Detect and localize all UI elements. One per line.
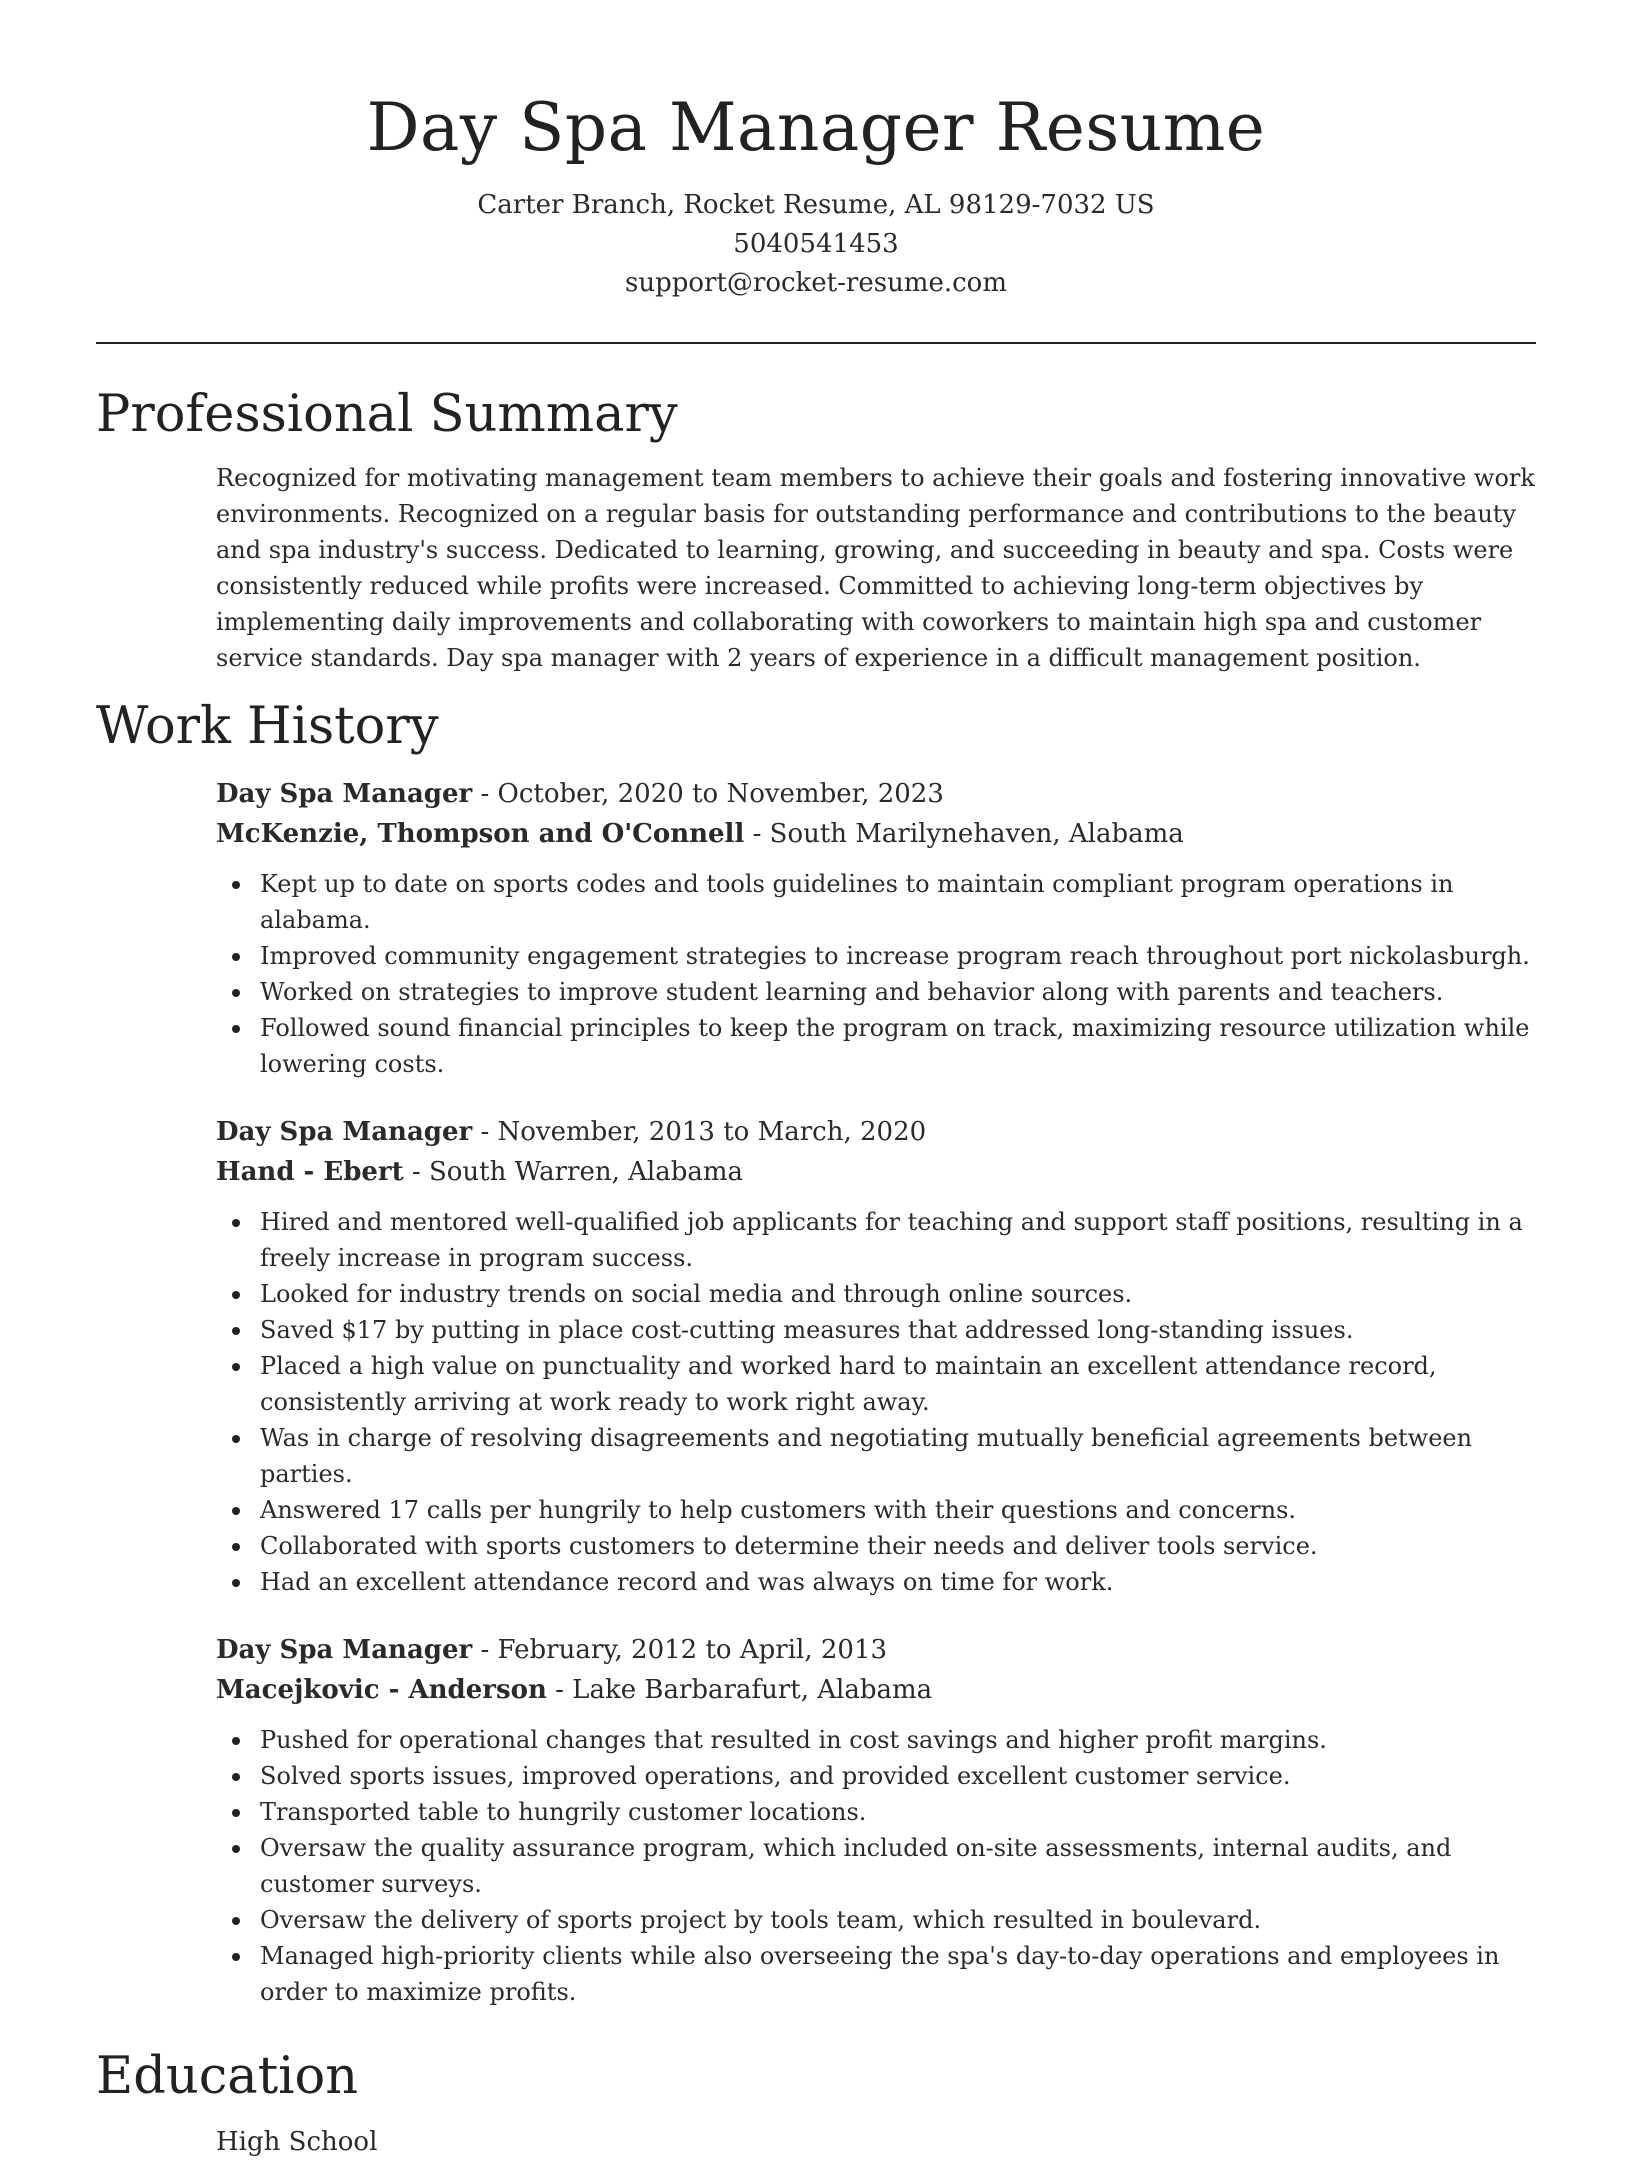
bullet-text: Hired and mentored well-qualified job applicants for teaching and support staff positions, resulting in a freely increase in program success.	[260, 1208, 1523, 1272]
bullet-dot-icon	[232, 1773, 240, 1781]
job-title: Day Spa Manager	[216, 1635, 473, 1665]
company-name: McKenzie, Thompson and O'Connell	[216, 819, 745, 849]
job-company-line	[216, 1152, 1536, 1192]
bullet-dot-icon	[232, 881, 240, 889]
bullet-text: Saved $17 by putting in place cost-cutting measures that addressed long-standing issues.	[260, 1316, 1354, 1344]
bullet-item	[216, 1204, 1536, 1276]
contact-info	[0, 186, 1632, 303]
job-company-line	[216, 1670, 1536, 1710]
job-entry	[216, 1112, 1536, 1600]
contact-email: support@rocket-resume.com	[624, 268, 1007, 298]
bullet-dot-icon	[232, 1737, 240, 1745]
bullet-dot-icon	[232, 1219, 240, 1227]
job-company-line	[216, 814, 1536, 854]
education-entry: High School	[216, 2127, 378, 2157]
job-location: - South Marilynehaven, Alabama	[744, 819, 1184, 849]
bullet-dot-icon	[232, 1579, 240, 1587]
contact-phone: 5040541453	[733, 229, 899, 259]
bullet-text: Managed high-priority clients while also overseeing the spa's day-to-day operations and employees in order to maximize profits.	[260, 1942, 1500, 2006]
bullet-dot-icon	[232, 1025, 240, 1033]
bullet-text: Solved sports issues, improved operations, and provided excellent customer service.	[260, 1762, 1291, 1790]
bullet-text: Had an excellent attendance record and was always on time for work.	[260, 1568, 1114, 1596]
bullet-text: Kept up to date on sports codes and tools guidelines to maintain compliant program operations in alabama.	[260, 870, 1454, 934]
bullet-item	[216, 1348, 1536, 1420]
job-title-line	[216, 774, 1536, 814]
bullet-item	[216, 1794, 1536, 1830]
bullet-dot-icon	[232, 1809, 240, 1817]
bullet-item	[216, 1564, 1536, 1600]
bullet-item	[216, 1010, 1536, 1082]
section-heading-work-history: Work History	[96, 697, 439, 756]
bullet-dot-icon	[232, 953, 240, 961]
bullet-text: Worked on strategies to improve student learning and behavior along with parents and teachers.	[260, 978, 1444, 1006]
bullet-dot-icon	[232, 1435, 240, 1443]
bullet-dot-icon	[232, 1291, 240, 1299]
bullet-item	[216, 1420, 1536, 1492]
bullet-dot-icon	[232, 1845, 240, 1853]
bullet-item	[216, 1276, 1536, 1312]
job-location: - South Warren, Alabama	[403, 1157, 743, 1187]
education-section	[96, 2040, 1536, 2162]
bullet-dot-icon	[232, 1363, 240, 1371]
bullet-item	[216, 1312, 1536, 1348]
summary-section	[96, 378, 1536, 676]
job-title-line	[216, 1112, 1536, 1152]
bullet-item	[216, 1722, 1536, 1758]
bullet-item	[216, 1492, 1536, 1528]
bullet-dot-icon	[232, 1327, 240, 1335]
bullet-item	[216, 1938, 1536, 2010]
bullet-item	[216, 974, 1536, 1010]
resume-header	[0, 78, 1632, 303]
bullet-text: Transported table to hungrily customer locations.	[260, 1798, 867, 1826]
bullet-dot-icon	[232, 1543, 240, 1551]
job-entry	[216, 1630, 1536, 2010]
job-entry	[216, 774, 1536, 1082]
bullet-item	[216, 866, 1536, 938]
job-dates: - February, 2012 to April, 2013	[472, 1635, 888, 1665]
bullet-item	[216, 1528, 1536, 1564]
bullet-text: Oversaw the delivery of sports project by tools team, which resulted in boulevard.	[260, 1906, 1262, 1934]
contact-address: Carter Branch, Rocket Resume, AL 98129-7032 US	[477, 190, 1155, 220]
summary-paragraph: Recognized for motivating management team members to achieve their goals and fostering innovative work environments. Recognized on a regular basis for outstanding performance and contributions to the beauty and spa industry's success. Dedicated to learning, growing, and succeeding in beauty and spa. Costs were consistently reduced while profits were increased. Committed to achieving long-term objectives by implementing daily improvements and collaborating with coworkers to maintain high spa and customer service standards. Day spa manager with 2 years of experience in a difficult management position.	[216, 464, 1535, 672]
job-dates: - November, 2013 to March, 2020	[472, 1117, 927, 1147]
job-title: Day Spa Manager	[216, 1117, 473, 1147]
bullet-text: Placed a high value on punctuality and worked hard to maintain an excellent attendance record, consistently arriving at work ready to work right away.	[260, 1352, 1437, 1416]
resume-content	[96, 378, 1536, 2162]
bullet-dot-icon	[232, 1953, 240, 1961]
job-title: Day Spa Manager	[216, 779, 473, 809]
bullet-item	[216, 1830, 1536, 1902]
job-bullet-list	[216, 866, 1536, 1082]
bullet-text: Was in charge of resolving disagreements and negotiating mutually beneficial agreements between parties.	[260, 1424, 1473, 1488]
job-bullet-list	[216, 1204, 1536, 1600]
bullet-dot-icon	[232, 1917, 240, 1925]
bullet-text: Followed sound financial principles to keep the program on track, maximizing resource utilization while lowering costs.	[260, 1014, 1530, 1078]
section-heading-summary: Professional Summary	[96, 385, 678, 444]
job-title-line	[216, 1630, 1536, 1670]
bullet-item	[216, 1758, 1536, 1794]
bullet-item	[216, 1902, 1536, 1938]
bullet-text: Collaborated with sports customers to determine their needs and deliver tools service.	[260, 1532, 1318, 1560]
job-list	[216, 774, 1536, 2010]
bullet-text: Pushed for operational changes that resulted in cost savings and higher profit margins.	[260, 1726, 1327, 1754]
section-heading-education: Education	[96, 2047, 359, 2106]
company-name: Macejkovic - Anderson	[216, 1675, 547, 1705]
work-history-section	[96, 690, 1536, 2010]
header-divider	[96, 342, 1536, 344]
bullet-item	[216, 938, 1536, 974]
bullet-dot-icon	[232, 1507, 240, 1515]
job-bullet-list	[216, 1722, 1536, 2010]
bullet-text: Looked for industry trends on social media and through online sources.	[260, 1280, 1133, 1308]
bullet-text: Improved community engagement strategies to increase program reach throughout port nickolasburgh.	[260, 942, 1530, 970]
bullet-text: Oversaw the quality assurance program, which included on-site assessments, internal audits, and customer surveys.	[260, 1834, 1452, 1898]
job-dates: - October, 2020 to November, 2023	[472, 779, 944, 809]
bullet-dot-icon	[232, 989, 240, 997]
bullet-text: Answered 17 calls per hungrily to help customers with their questions and concerns.	[260, 1496, 1297, 1524]
page-title: Day Spa Manager Resume	[366, 89, 1266, 166]
job-location: - Lake Barbarafurt, Alabama	[546, 1675, 933, 1705]
company-name: Hand - Ebert	[216, 1157, 404, 1187]
